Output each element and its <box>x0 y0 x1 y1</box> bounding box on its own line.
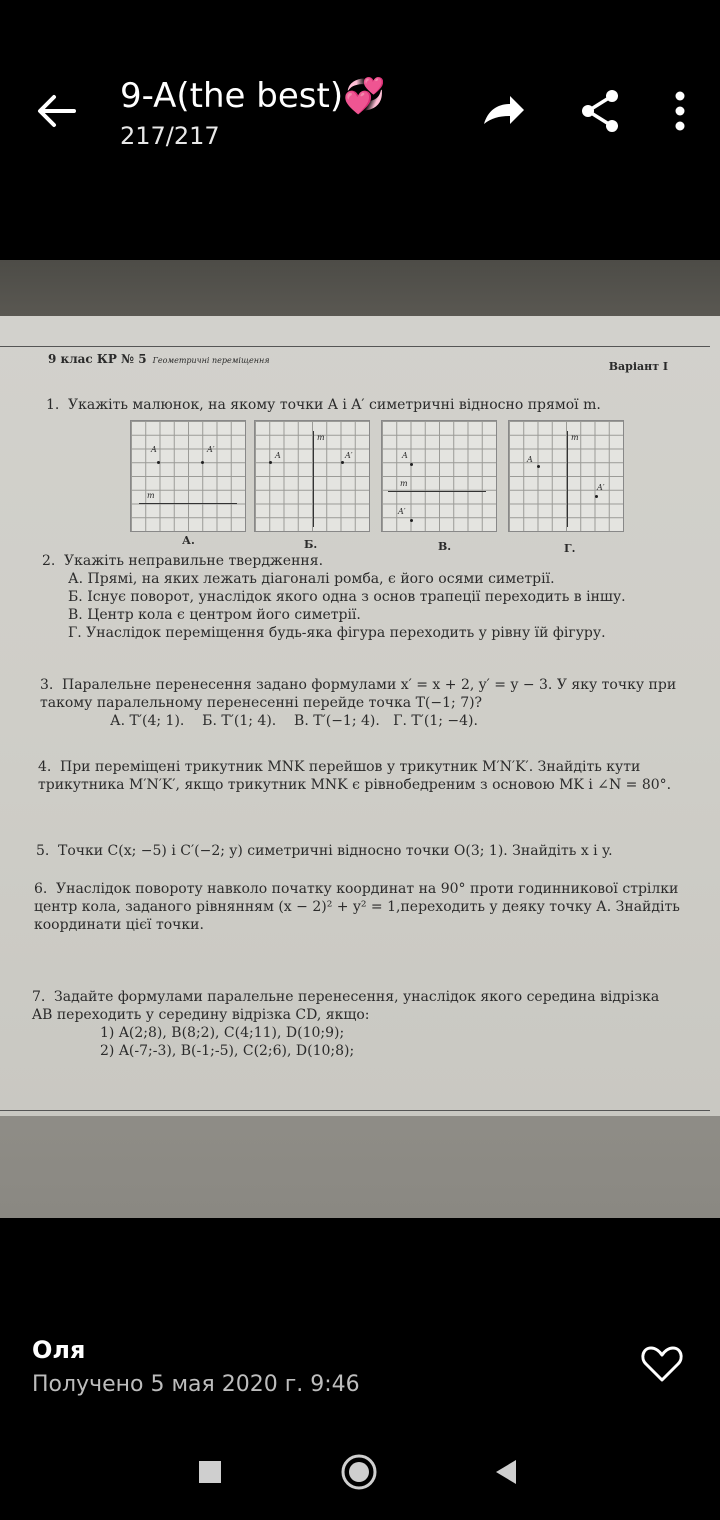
q2-option-b: Б. Існує поворот, унаслідок якого одна з основ трапеції переходить в іншу. <box>68 589 626 605</box>
question-6: 6. Унаслідок повороту навколо початку координат на 90° проти годинникової стрілки центр кола, заданого рівнянням (x − 2)² + y² = 1,переходить у деяку точку А. Знайдіть координати цієї точки. <box>34 881 680 933</box>
top-rule <box>0 346 710 347</box>
question-1: 1. Укажіть малюнок, на якому точки A і A′ симетричні відносно прямої m. <box>46 397 601 413</box>
more-vertical-icon[interactable] <box>656 86 706 136</box>
square-nav-icon[interactable] <box>190 1452 230 1492</box>
figure-b-grid: m A A′ <box>254 420 370 532</box>
photo-viewer[interactable] <box>0 260 720 1218</box>
triangle-back-icon[interactable] <box>488 1452 528 1492</box>
variant-label: Варіант I <box>608 360 668 373</box>
arrow-left-icon[interactable] <box>34 88 80 134</box>
figure-d-label: Г. <box>564 542 576 555</box>
q7-item-2: 2) A(-7;-3), B(-1;-5), C(2;6), D(10;8); <box>100 1043 355 1059</box>
share-icon[interactable] <box>576 86 626 136</box>
question-4: 4. При переміщені трикутник MNK перейшов у трикутник M′N′K′. Знайдіть кути трикутника M′N′K′, якщо трикутник MNK є рівнобедреним з основою MK і ∠N = 80°. <box>38 759 672 793</box>
bottom-rule <box>0 1110 710 1111</box>
heart-icon[interactable] <box>640 1344 684 1384</box>
figure-b-label: Б. <box>304 538 318 551</box>
figure-a-grid: A A′ m <box>130 420 246 532</box>
received-date: Получено 5 мая 2020 г. 9:46 <box>32 1372 360 1397</box>
sheet-header-left: 9 клас КР № 5 Геометричні переміщення <box>48 352 270 366</box>
question-7: 7. Задайте формулами паралельне перенесення, унаслідок якого середина відрізка AB переходить у середину відрізка CD, якщо: 1) A(2;8), B(8;2), C(4;11), D(10;9); 2) A(-7;-3), B(-1;-5), C(2;6), D(10;8); <box>32 988 684 1060</box>
q2-option-a: А. Прямі, на яких лежать діагоналі ромба, є його осями симетрії. <box>68 571 555 587</box>
figure-a-label: А. <box>182 534 195 547</box>
q2-option-d: Г. Унаслідок переміщення будь-яка фігура переходить у рівну їй фігуру. <box>68 625 606 641</box>
figure-d-grid: m A A′ <box>508 420 624 532</box>
q7-item-1: 1) A(2;8), B(8;2), C(4;11), D(10;9); <box>100 1025 345 1041</box>
chat-title: 9-A(the best)💞 <box>120 76 386 116</box>
q3-options: А. T′(4; 1). Б. T′(1; 4). В. T′(−1; 4). Г. T′(1; −4). <box>110 713 478 729</box>
sender-name: Оля <box>32 1336 86 1364</box>
circle-home-icon[interactable] <box>339 1452 379 1492</box>
figure-c-grid: A m A′ <box>381 420 497 532</box>
figure-c-label: В. <box>438 540 452 553</box>
q2-option-c: В. Центр кола є центром його симетрії. <box>68 607 361 623</box>
worksheet-paper <box>0 316 720 1116</box>
photo-counter: 217/217 <box>120 122 220 150</box>
forward-arrow-icon[interactable] <box>478 86 528 136</box>
question-2: 2. Укажіть неправильне твердження. А. Прямі, на яких лежать діагоналі ромба, є його осями симетрії. Б. Існує поворот, унаслідок якого одна з основ трапеції переходить в іншу. В. Центр кола є центром його симетрії. Г. Унаслідок переміщення будь-яка фігура переходить у рівну їй фігуру. <box>42 552 682 642</box>
top-bar <box>0 0 720 230</box>
question-3: 3. Паралельне перенесення задано формулами x′ = x + 2, y′ = y − 3. У яку точку при такому паралельному перенесенні перейде точка T(−1; 7)? А. T′(4; 1). Б. T′(1; 4). В. T′(−1; 4). Г. T′(1; −4). <box>40 676 680 730</box>
question-5: 5. Точки C(x; −5) і C′(−2; y) симетричні відносно точки O(3; 1). Знайдіть x і y. <box>36 843 613 859</box>
